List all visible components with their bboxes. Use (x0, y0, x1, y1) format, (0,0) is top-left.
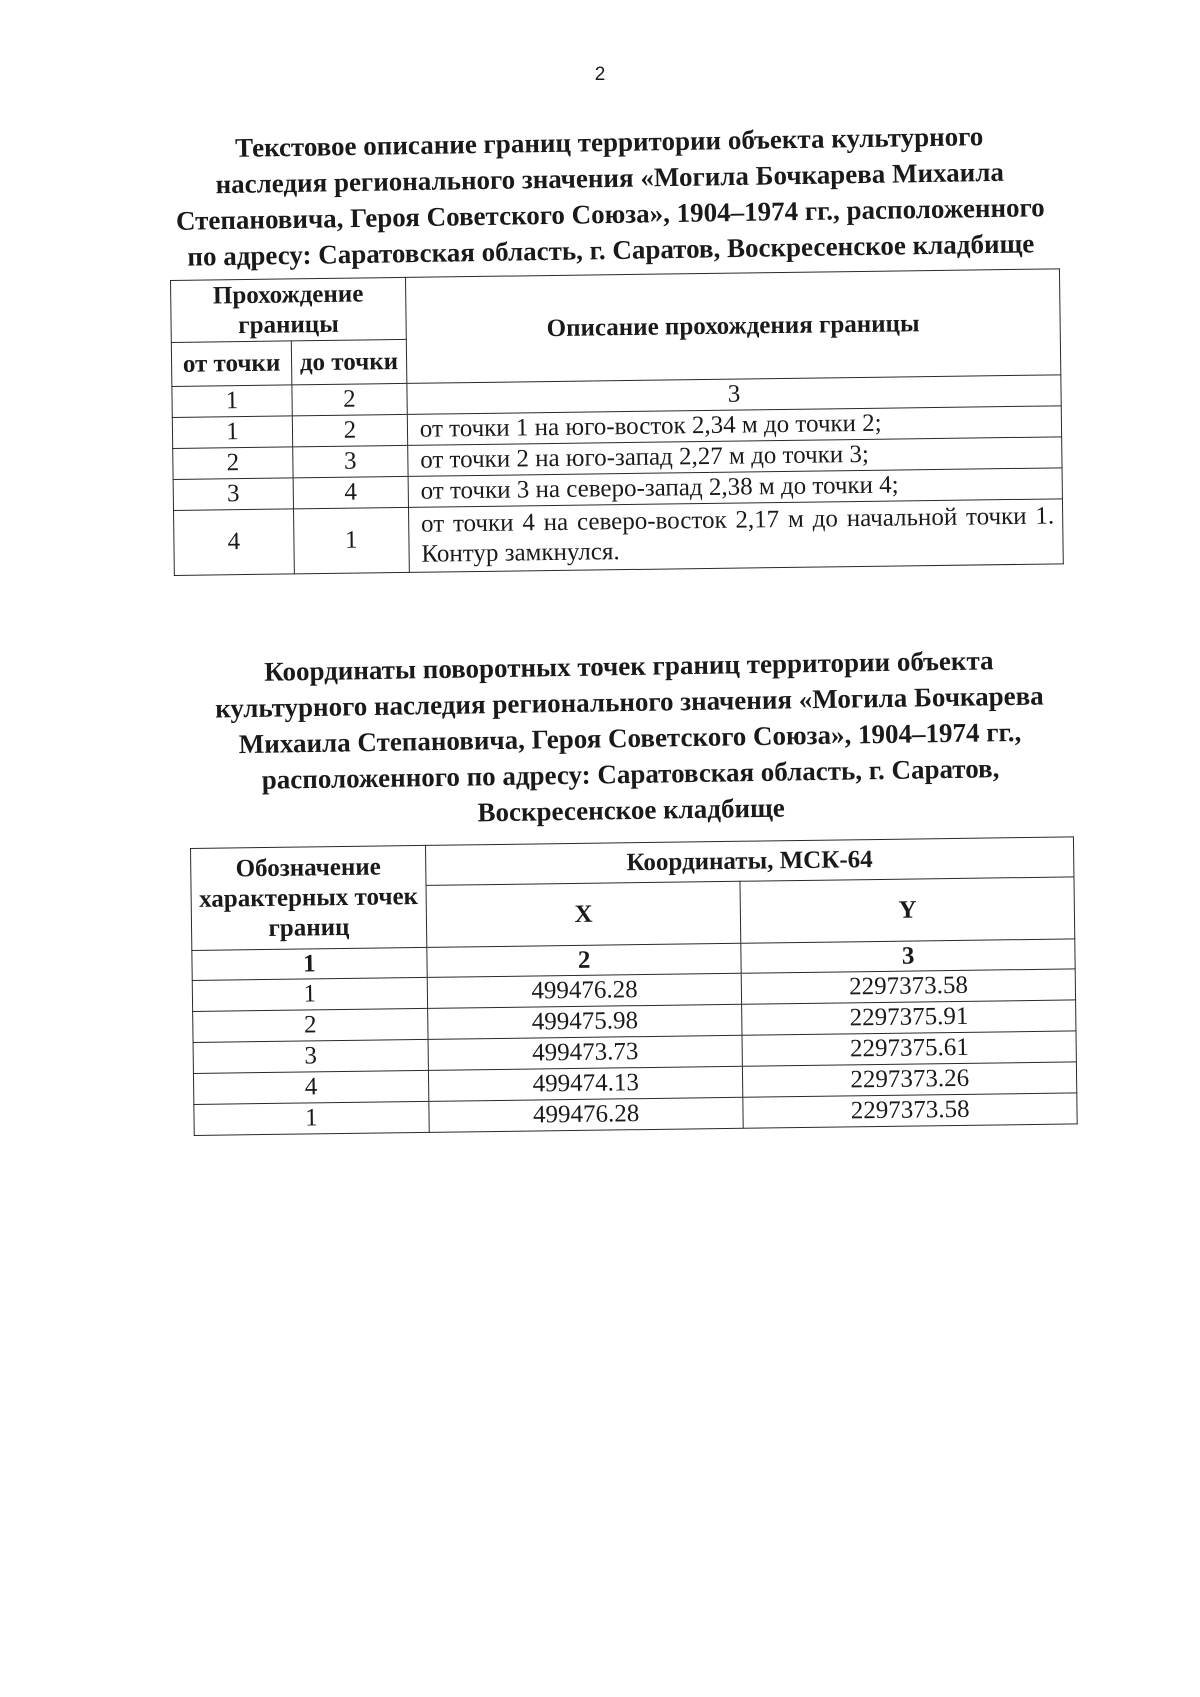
to-point-cell: 3 (293, 445, 408, 478)
section-1-title-line: Степановича, Героя Советского Союза», 1904–1974 гг., расположенного (175, 192, 1045, 236)
section-2-title-line: Михаила Степановича, Героя Советского Союза», 1904–1974 гг., (238, 716, 1022, 760)
description-cell: от точки 2 на юго-запад 2,27 м до точки 3; (408, 437, 1063, 477)
description-cell: от точки 1 на юго-восток 2,34 м до точки 2; (407, 406, 1062, 446)
x-coordinate-cell: 499476.28 (429, 1097, 744, 1132)
description-cell: от точки 4 на северо-восток 2,17 м до начальной точки 1. Контур замкнулся. (408, 499, 1063, 573)
header-boundary-points: Обозначение характерных точек границ (191, 845, 427, 950)
x-coordinate-cell: 499473.73 (428, 1035, 743, 1070)
y-coordinate-cell: 2297373.58 (743, 1093, 1077, 1128)
column-index: 2 (427, 943, 742, 977)
point-cell: 1 (194, 1101, 429, 1135)
column-index: 3 (741, 939, 1075, 973)
y-coordinate-cell: 2297373.58 (742, 969, 1076, 1004)
y-coordinate-cell: 2297375.61 (742, 1031, 1076, 1066)
from-point-cell: 2 (173, 447, 293, 480)
column-index: 1 (192, 947, 427, 980)
section-2-title-line: Воскресенское кладбище (477, 792, 786, 828)
section-1-title-line: по адресу: Саратовская область, г. Саратов, Воскресенское кладбище (187, 228, 1035, 272)
column-index: 2 (292, 383, 407, 416)
header-description: Описание прохождения границы (405, 269, 1060, 384)
from-point-cell: 1 (172, 416, 292, 449)
section-2-title-line: культурного наследия регионального значения «Могила Бочкарева (215, 680, 1044, 724)
section-2-title-line: Координаты поворотных точек границ территории объекта (263, 645, 994, 687)
page-number: 2 (594, 64, 606, 85)
x-coordinate-cell: 499476.28 (427, 973, 742, 1008)
to-point-cell: 4 (293, 476, 408, 509)
section-1-title-line: наследия регионального значения «Могила Бочкарева Михаила (215, 156, 1005, 200)
coordinates-table (190, 836, 1078, 1136)
header-x: X (426, 881, 741, 947)
x-coordinate-cell: 499474.13 (428, 1066, 743, 1101)
table-row (174, 499, 1064, 576)
section-2-title (179, 641, 1082, 835)
header-y: Y (740, 877, 1074, 943)
y-coordinate-cell: 2297373.26 (743, 1062, 1077, 1097)
column-index: 3 (407, 375, 1062, 415)
point-cell: 4 (193, 1070, 428, 1104)
header-passage-group: Прохождение границы (171, 277, 407, 342)
to-point-cell: 2 (292, 414, 407, 447)
table-header-row (171, 269, 1061, 343)
column-index: 1 (172, 385, 292, 418)
point-cell: 3 (193, 1039, 428, 1073)
boundary-description-table (170, 268, 1064, 576)
point-cell: 2 (193, 1008, 428, 1042)
section-2-title-line: расположенного по адресу: Саратовская область, г. Саратов, (261, 753, 1000, 795)
section-1-title (139, 117, 1081, 276)
point-cell: 1 (192, 977, 427, 1011)
x-coordinate-cell: 499475.98 (427, 1004, 742, 1039)
from-point-cell: 3 (173, 478, 293, 511)
section-1-title-line: Текстовое описание границ территории объекта культурного (234, 121, 984, 163)
from-point-cell: 4 (174, 509, 295, 576)
header-coordinates: Координаты, МСК-64 (425, 837, 1074, 885)
to-point-cell: 1 (293, 507, 409, 573)
y-coordinate-cell: 2297375.91 (742, 1000, 1076, 1035)
header-from-point: от точки (171, 341, 291, 387)
description-cell: от точки 3 на северо-запад 2,38 м до точки 4; (408, 468, 1063, 508)
header-to-point: до точки (291, 339, 406, 385)
